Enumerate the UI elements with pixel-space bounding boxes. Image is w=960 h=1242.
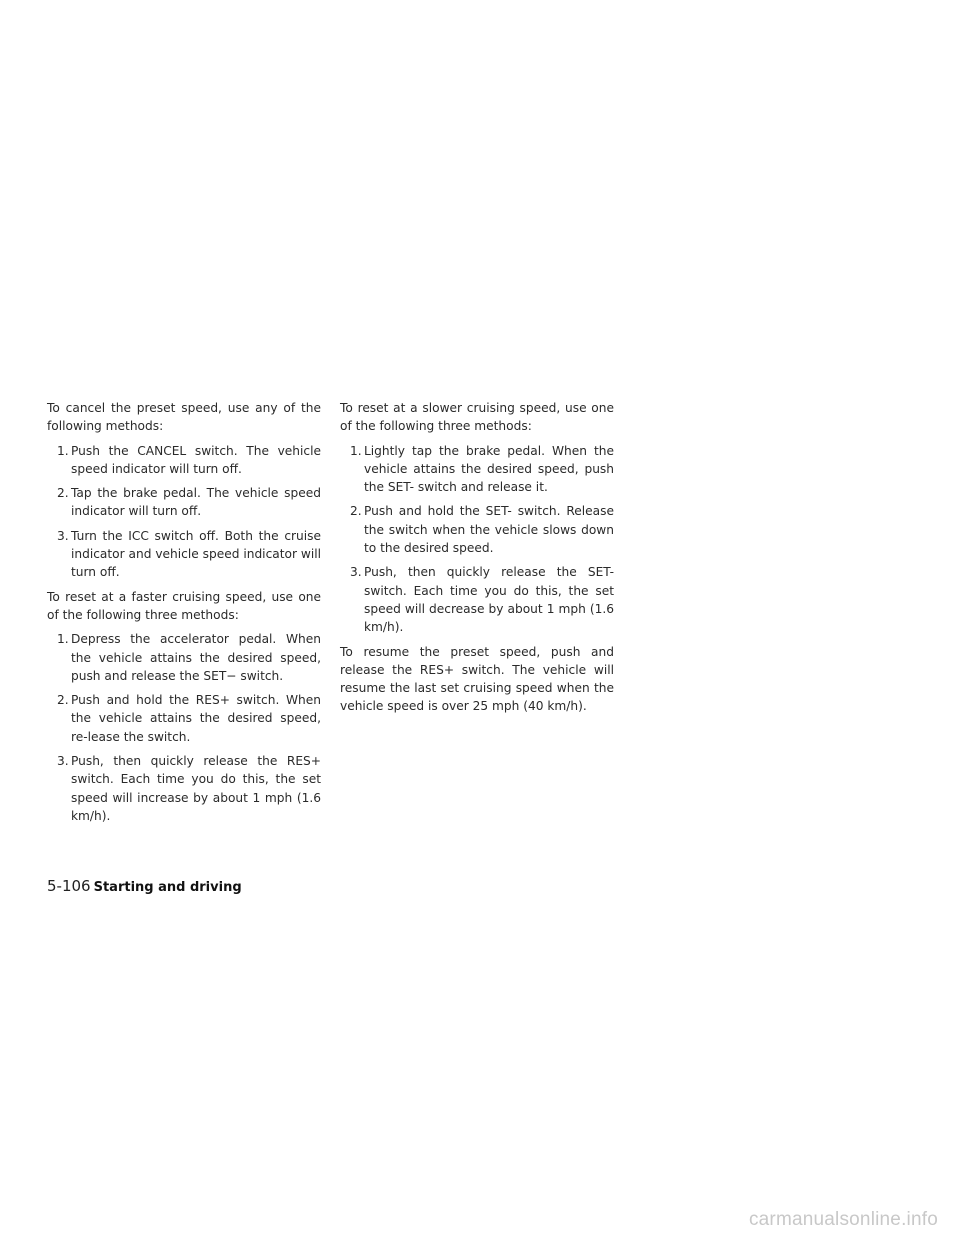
step-text: Depress the accelerator pedal. When the vehicle attains the desired speed, push and release the SET− switch. [71,632,321,683]
faster-intro-paragraph: To reset at a faster cruising speed, use one of the following three methods: [47,589,321,622]
step-number: 1. [57,632,69,647]
step-text: Push and hold the RES+ switch. When the vehicle attains the desired speed, re-lease the switch. [71,693,321,744]
step-number: 2. [57,486,69,501]
cancel-intro-paragraph: To cancel the preset speed, use any of the following methods: [47,401,321,434]
list-item [47,691,321,746]
step-number: 3. [350,565,362,580]
step-text: Lightly tap the brake pedal. When the vehicle attains the desired speed, push the SET- switch and release it. [364,443,614,495]
step-text: Push the CANCEL switch. The vehicle speed indicator will turn off. [71,443,321,476]
list-item [47,527,321,582]
step-number: 3. [57,528,69,543]
list-item [340,442,614,497]
list-item [47,752,321,825]
right-column [340,399,614,722]
watermark-text: carmanualsonline.info [748,1209,938,1230]
step-number: 1. [57,443,69,458]
step-text: Push and hold the SET- switch. Release the switch when the vehicle slows down to the desired speed. [364,504,614,556]
slower-steps-list [340,442,614,637]
page-number: 5-106 [47,877,91,895]
list-item [340,563,614,636]
list-item [47,484,321,521]
step-number: 3. [57,754,69,769]
step-number: 2. [350,504,362,519]
page-footer [47,876,242,895]
step-text: Tap the brake pedal. The vehicle speed indicator will turn off. [71,486,321,519]
list-item [47,630,321,685]
left-column [47,399,321,831]
step-text: Turn the ICC switch off. Both the cruise indicator and vehicle speed indicator will turn off. [71,528,321,580]
list-item [47,442,321,479]
section-title: Starting and driving [93,880,242,895]
list-item [340,502,614,557]
step-text: Push, then quickly release the SET- switch. Each time you do this, the set speed will decrease by about 1 mph (1.6 km/h). [364,565,614,635]
faster-steps-list [47,630,321,825]
step-number: 1. [350,443,362,458]
step-number: 2. [57,693,69,708]
cancel-steps-list [47,442,321,582]
step-text: Push, then quickly release the RES+ switch. Each time you do this, the set speed will increase by about 1 mph (1.6 km/h). [71,754,321,823]
slower-intro-paragraph: To reset at a slower cruising speed, use one of the following three methods: [340,401,614,434]
resume-paragraph: To resume the preset speed, push and release the RES+ switch. The vehicle will resume the last set cruising speed when the vehicle speed is over 25 mph (40 km/h). [340,644,614,714]
